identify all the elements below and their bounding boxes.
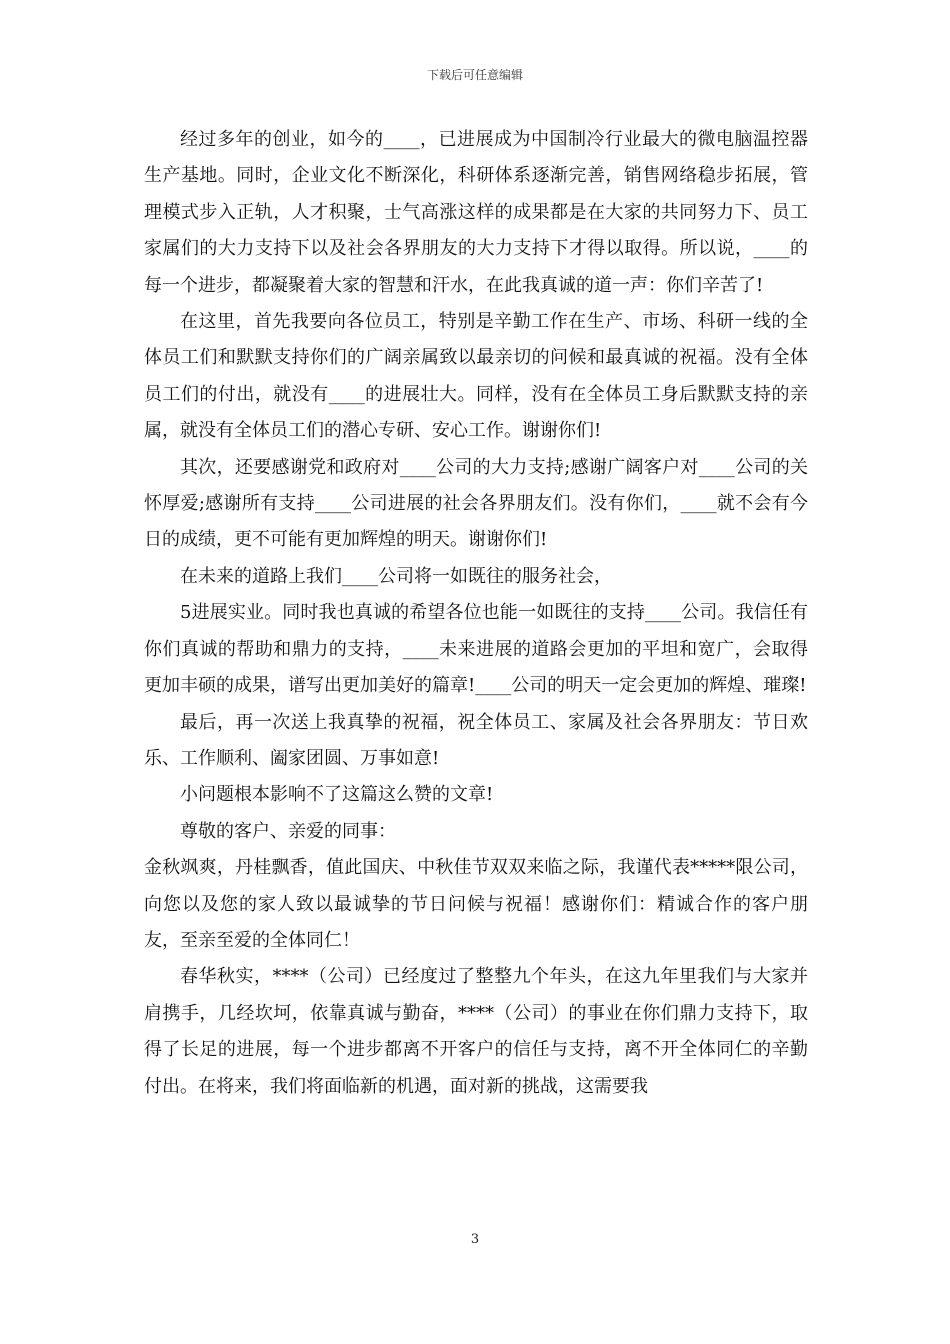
paragraph-thanks-partners: 其次，还要感谢党和政府对____公司的大力支持;感谢广阔客户对____公司的关怀厚爱;感谢所有支持____公司进展的社会各界朋友们。没有你们，____就不会有今日的成绩，更不可能有更加辉煌的明天。谢谢你们! (144, 456, 808, 551)
paragraph-hope: 5进展实业。同时我也真诚的希望各位也能一如既往的支持____公司。我信任有你们真诚的帮助和鼎力的支持，____未来进展的道路会更加的平坦和宽广，会取得更加丰硕的成果，谱写出更加美好的篇章!____公司的明天一定会更加的辉煌、璀璨! (144, 602, 808, 697)
paragraph-achievements: 经过多年的创业，如今的____，已进展成为中国制冷行业最大的微电脑温控器生产基地。同时，企业文化不断深化，科研体系逐渐完善，销售网络稳步拓展，管理模式步入正轨，人才积聚，士气高涨这样的成果都是在大家的共同努力下、员工家属们的大力支持下以及社会各界朋友的大力支持下才得以取得。所以说，____的每一个进步，都凝聚着大家的智慧和汗水，在此我真诚的道一声：你们辛苦了! (144, 129, 808, 296)
paragraph-final-wishes: 最后，再一次送上我真挚的祝福，祝全体员工、家属及社会各界朋友：节日欢乐、工作顺利、阖家团圆、万事如意! (144, 711, 808, 769)
paragraph-company-history: 春华秋实，****（公司）已经度过了整整九个年头，在这九年里我们与大家并肩携手，几经坎坷，依靠真诚与勤奋，****（公司）的事业在你们鼎力支持下，取得了长足的进展，每一个进步都离不开客户的信任与支持，离不开全体同仁的辛勤付出。在将来，我们将面临新的机遇，面对新的挑战，这需要我 (144, 966, 808, 1097)
page-number: 3 (470, 1232, 480, 1247)
paragraph-future: 在未来的道路上我们____公司将一如既往的服务社会， (180, 565, 612, 587)
paragraph-thanks-employees: 在这里，首先我要向各位员工，特别是辛勤工作在生产、市场、科研一线的全体员工们和默默支持你们的广阔亲属致以最亲切的问候和最真诚的祝福。没有全体员工们的付出，就没有____的进展壮大。同样，没有在全体员工身后默默支持的亲属，就没有全体员工们的潜心专研、安心工作。谢谢你们! (144, 311, 808, 442)
paragraph-salutation: 尊敬的客户、亲爱的同事： (180, 820, 396, 842)
document-body (144, 122, 808, 1105)
paragraph-holiday-greeting: 金秋飒爽，丹桂飘香，值此国庆、中秋佳节双双来临之际，我谨代表*****限公司，向您以及您的家人致以最诚挚的节日问候与祝福！感谢你们：精诚合作的客户朋友，至亲至爱的全体同仁！ (144, 857, 808, 951)
page-header: 下载后可任意编辑 (426, 68, 523, 82)
paragraph-note: 小问题根本影响不了这篇这么赞的文章! (180, 784, 494, 806)
